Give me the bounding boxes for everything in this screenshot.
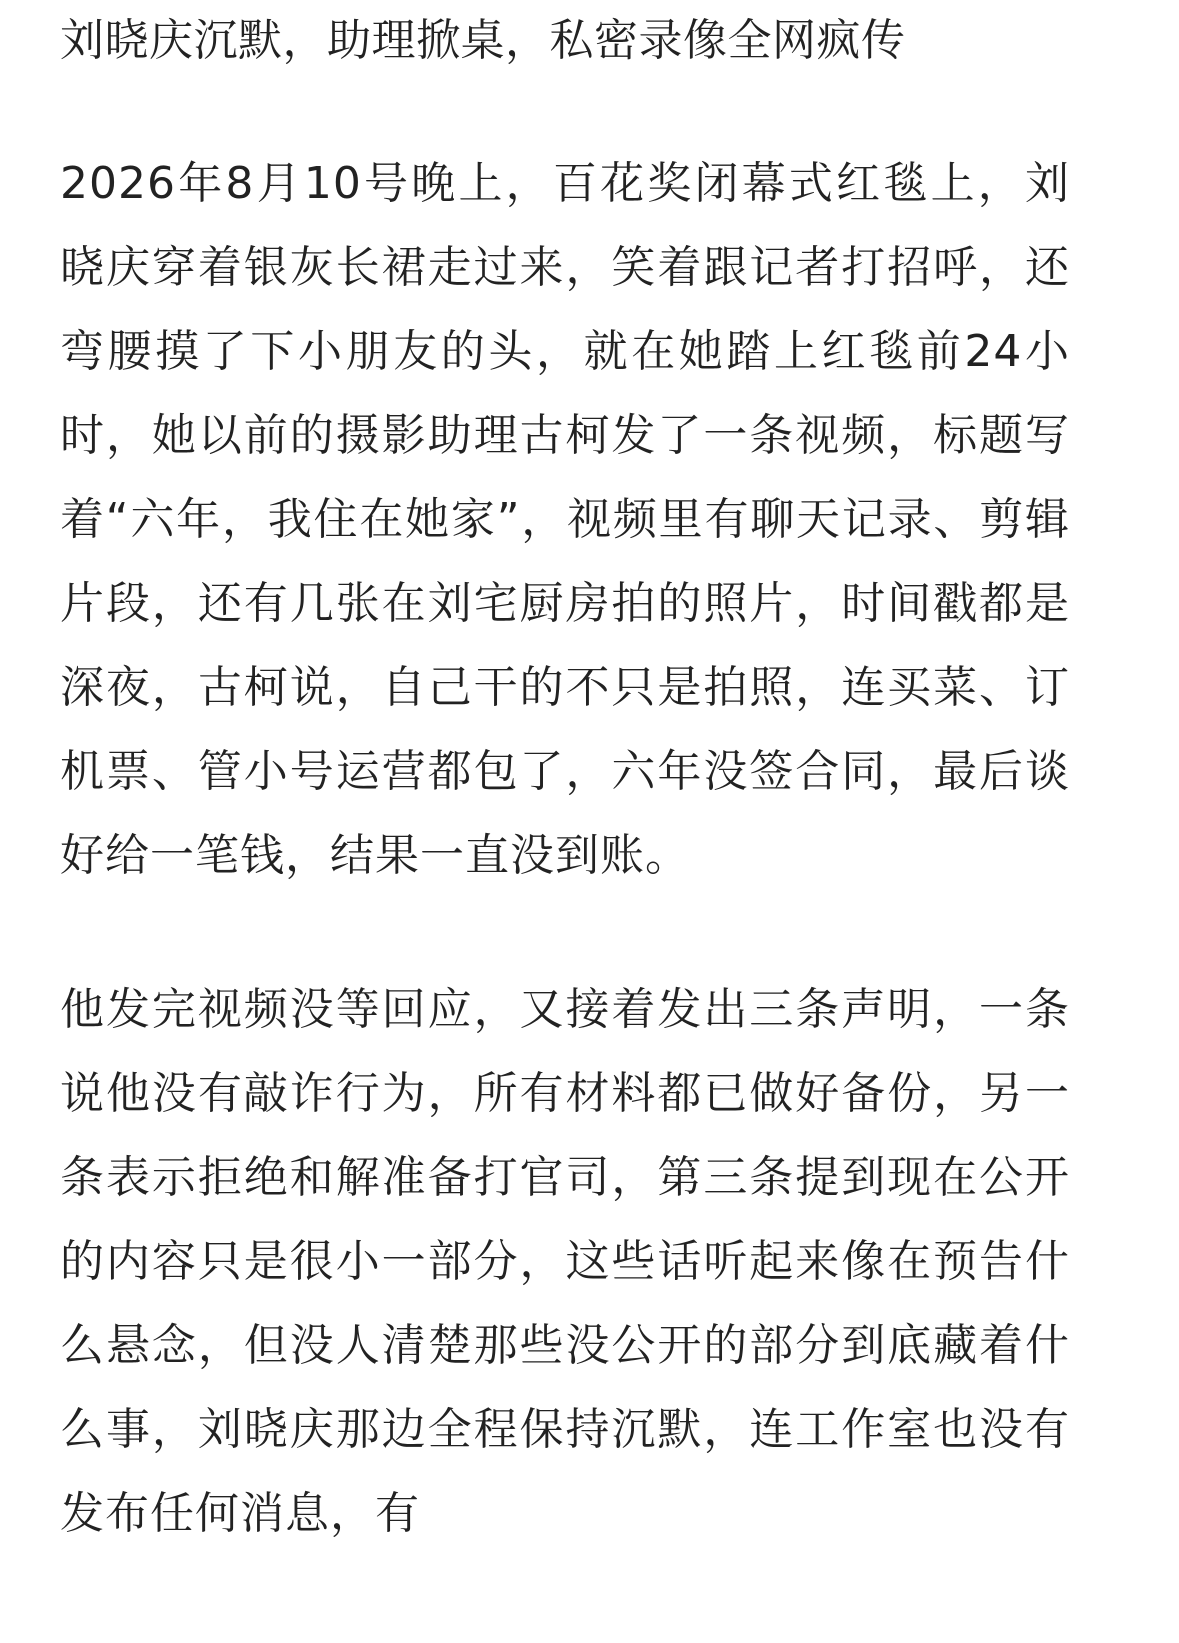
article-title: 刘晓庆沉默，助理掀桌，私密录像全网疯传: [60, 15, 906, 66]
article-paragraph: 他发完视频没等回应，又接着发出三条声明，一条说他没有敲诈行为，所有材料都已做好备份，另一条表示拒绝和解准备打官司，第三条提到现在公开的内容只是很小一部分，这些话听起来像在预告什么悬念，但没人清楚那些没公开的部分到底藏着什么事，刘晓庆那边全程保持沉默，连工作室也没有发布任何消息，有: [60, 984, 1070, 1539]
article-paragraph: 2026年8月10号晚上，百花奖闭幕式红毯上，刘晓庆穿着银灰长裙走过来，笑着跟记者打招呼，还弯腰摸了下小朋友的头，就在她踏上红毯前24小时，她以前的摄影助理古柯发了一条视频，标题写着“六年，我住在她家”，视频里有聊天记录、剪辑片段，还有几张在刘宅厨房拍的照片，时间戳都是深夜，古柯说，自己干的不只是拍照，连买菜、订机票、管小号运营都包了，六年没签合同，最后谈好给一笔钱，结果一直没到账。: [60, 158, 1070, 881]
article: [60, 0, 1070, 1556]
